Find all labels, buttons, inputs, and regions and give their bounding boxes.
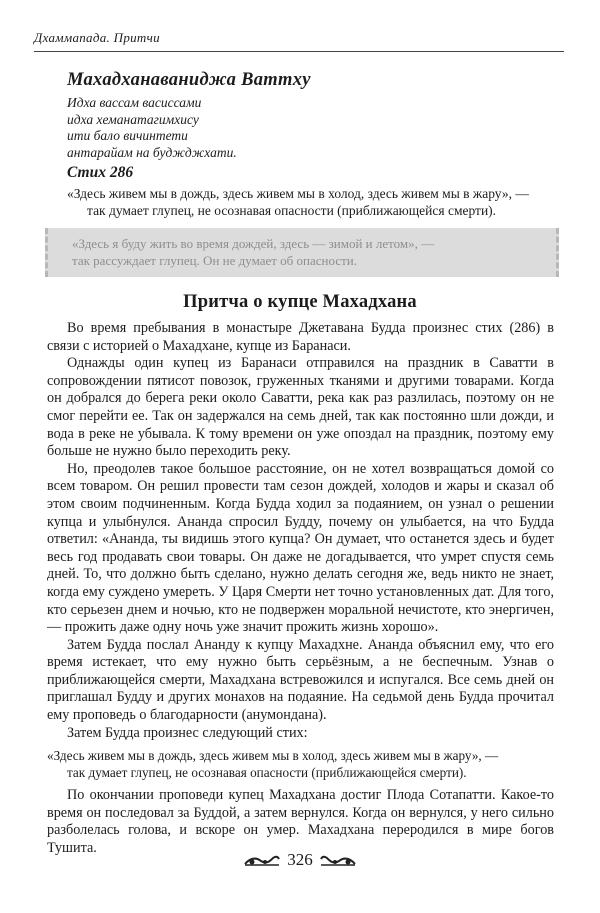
verse-block: [67, 70, 537, 161]
running-title: Дхаммапада. Притчи: [34, 30, 160, 45]
pali-line: Идха вассам васиссами: [67, 95, 202, 110]
pali-verse: [67, 95, 537, 161]
page-footer: [0, 850, 600, 870]
paragraph: Затем Будда послал Ананду к купцу Махадхне. Ананда объяснил ему, что его время истекает, что ему нужно быть серьёзным, а не беспечным. Узнав о приближающейся смерти, Махадхана встревожился и испугался. Все семь дней он приглашал Будду и других монахов на подаяние. На седьмой день Будда прочитал ему проповедь о благодарности (анумондана).: [47, 636, 554, 724]
final-paragraph: По окончании проповеди купец Махадхана достиг Плода Сотапатти. Какое-то время он последовал за Буддой, а затем вернулся. Когда он вернулся, у него сильно разболелась голова, и вскоре он умер. Махадхана переродился в мире богов Тушита.: [47, 787, 554, 857]
page-number: 326: [287, 850, 313, 869]
verse-translation: [67, 186, 537, 219]
pali-line: идха хеманатагимхису: [67, 111, 199, 127]
quote-line: так думает глупец, не осознавая опасности (приближающейся смерти).: [67, 765, 467, 781]
running-header: [34, 30, 564, 52]
stanza-label: Стих 286: [67, 164, 134, 181]
quote-line: «Здесь живем мы в дождь, здесь живем мы в холод, здесь живем мы в жару», —: [47, 748, 499, 764]
translation-line: «Здесь живем мы в дождь, здесь живем мы в холод, здесь живем мы в жару», —: [67, 186, 529, 201]
banner-line: «Здесь я буду жить во время дождей, здесь — зимой и летом», —: [72, 236, 435, 251]
paragraph: Затем Будда произнес следующий стих:: [67, 724, 308, 741]
verse-title: Махадханаваниджа Ваттху: [67, 70, 311, 90]
paraphrase-banner: [45, 228, 559, 277]
banner-line: так рассуждает глупец. Он не думает об опасности.: [72, 253, 357, 268]
pali-line: антарайам на буджджхати.: [67, 144, 237, 160]
paragraph: Во время пребывания в монастыре Джетавана Будда произнес стих (286) в связи с историей о Махадхане, купце из Баранаси.: [47, 320, 554, 354]
paragraph: Но, преодолев такое большое расстояние, он не хотел возвращаться домой со всем товаром. Он решил провести там сезон дождей, холодов и жары и сказал об этом своим подчиненным. Когда Будда ходил за подаянием, он узнал о решении купца и улыбнулся. Ананда спросил Будду, почему он улыбается, на что Будда ответил: «Ананда, ты видишь этого купца? Он думает, что останется здесь и будет весь год продавать свои товары. Он даже не догадывается, что умрет спустя семь дней. То, что должно быть сделано, нужно делать сегодня же, ведь никто не знает, когда ему суждено умереть. У Царя Смерти нет точно установленных дат. Для того, кто серьезен днем и ночью, кто не подвержен моральной нечистоте, кто энергичен, — прожить даже одну ночь уже значит прожить жизнь хорошо».: [47, 460, 554, 636]
banner-text: [72, 235, 434, 269]
paragraph: Однажды один купец из Баранаси отправился на праздник в Саватти в сопровождении пятисот повозок, груженных тканями и другими товарами. Когда он добрался до берега реки около Саватти, река как раз разлилась, поэтому он не смог перейти ее. Так он задержался на семь дней, так как постоянно шли дожди, и вода в реке не убывала. К тому времени он уже опоздал на праздник, поэтому ему больше не нужно было переходить реку.: [47, 355, 554, 460]
translation-line: так думает глупец, не осознавая опасности (приближающейся смерти).: [87, 202, 497, 218]
story-body: [47, 320, 554, 858]
verse-quote: [47, 747, 554, 781]
pali-line: ити бало вичинтети: [67, 128, 188, 143]
section-title: Притча о купце Махадхана: [183, 292, 417, 312]
ornament-right-icon: [319, 853, 357, 867]
ornament-left-icon: [243, 853, 281, 867]
